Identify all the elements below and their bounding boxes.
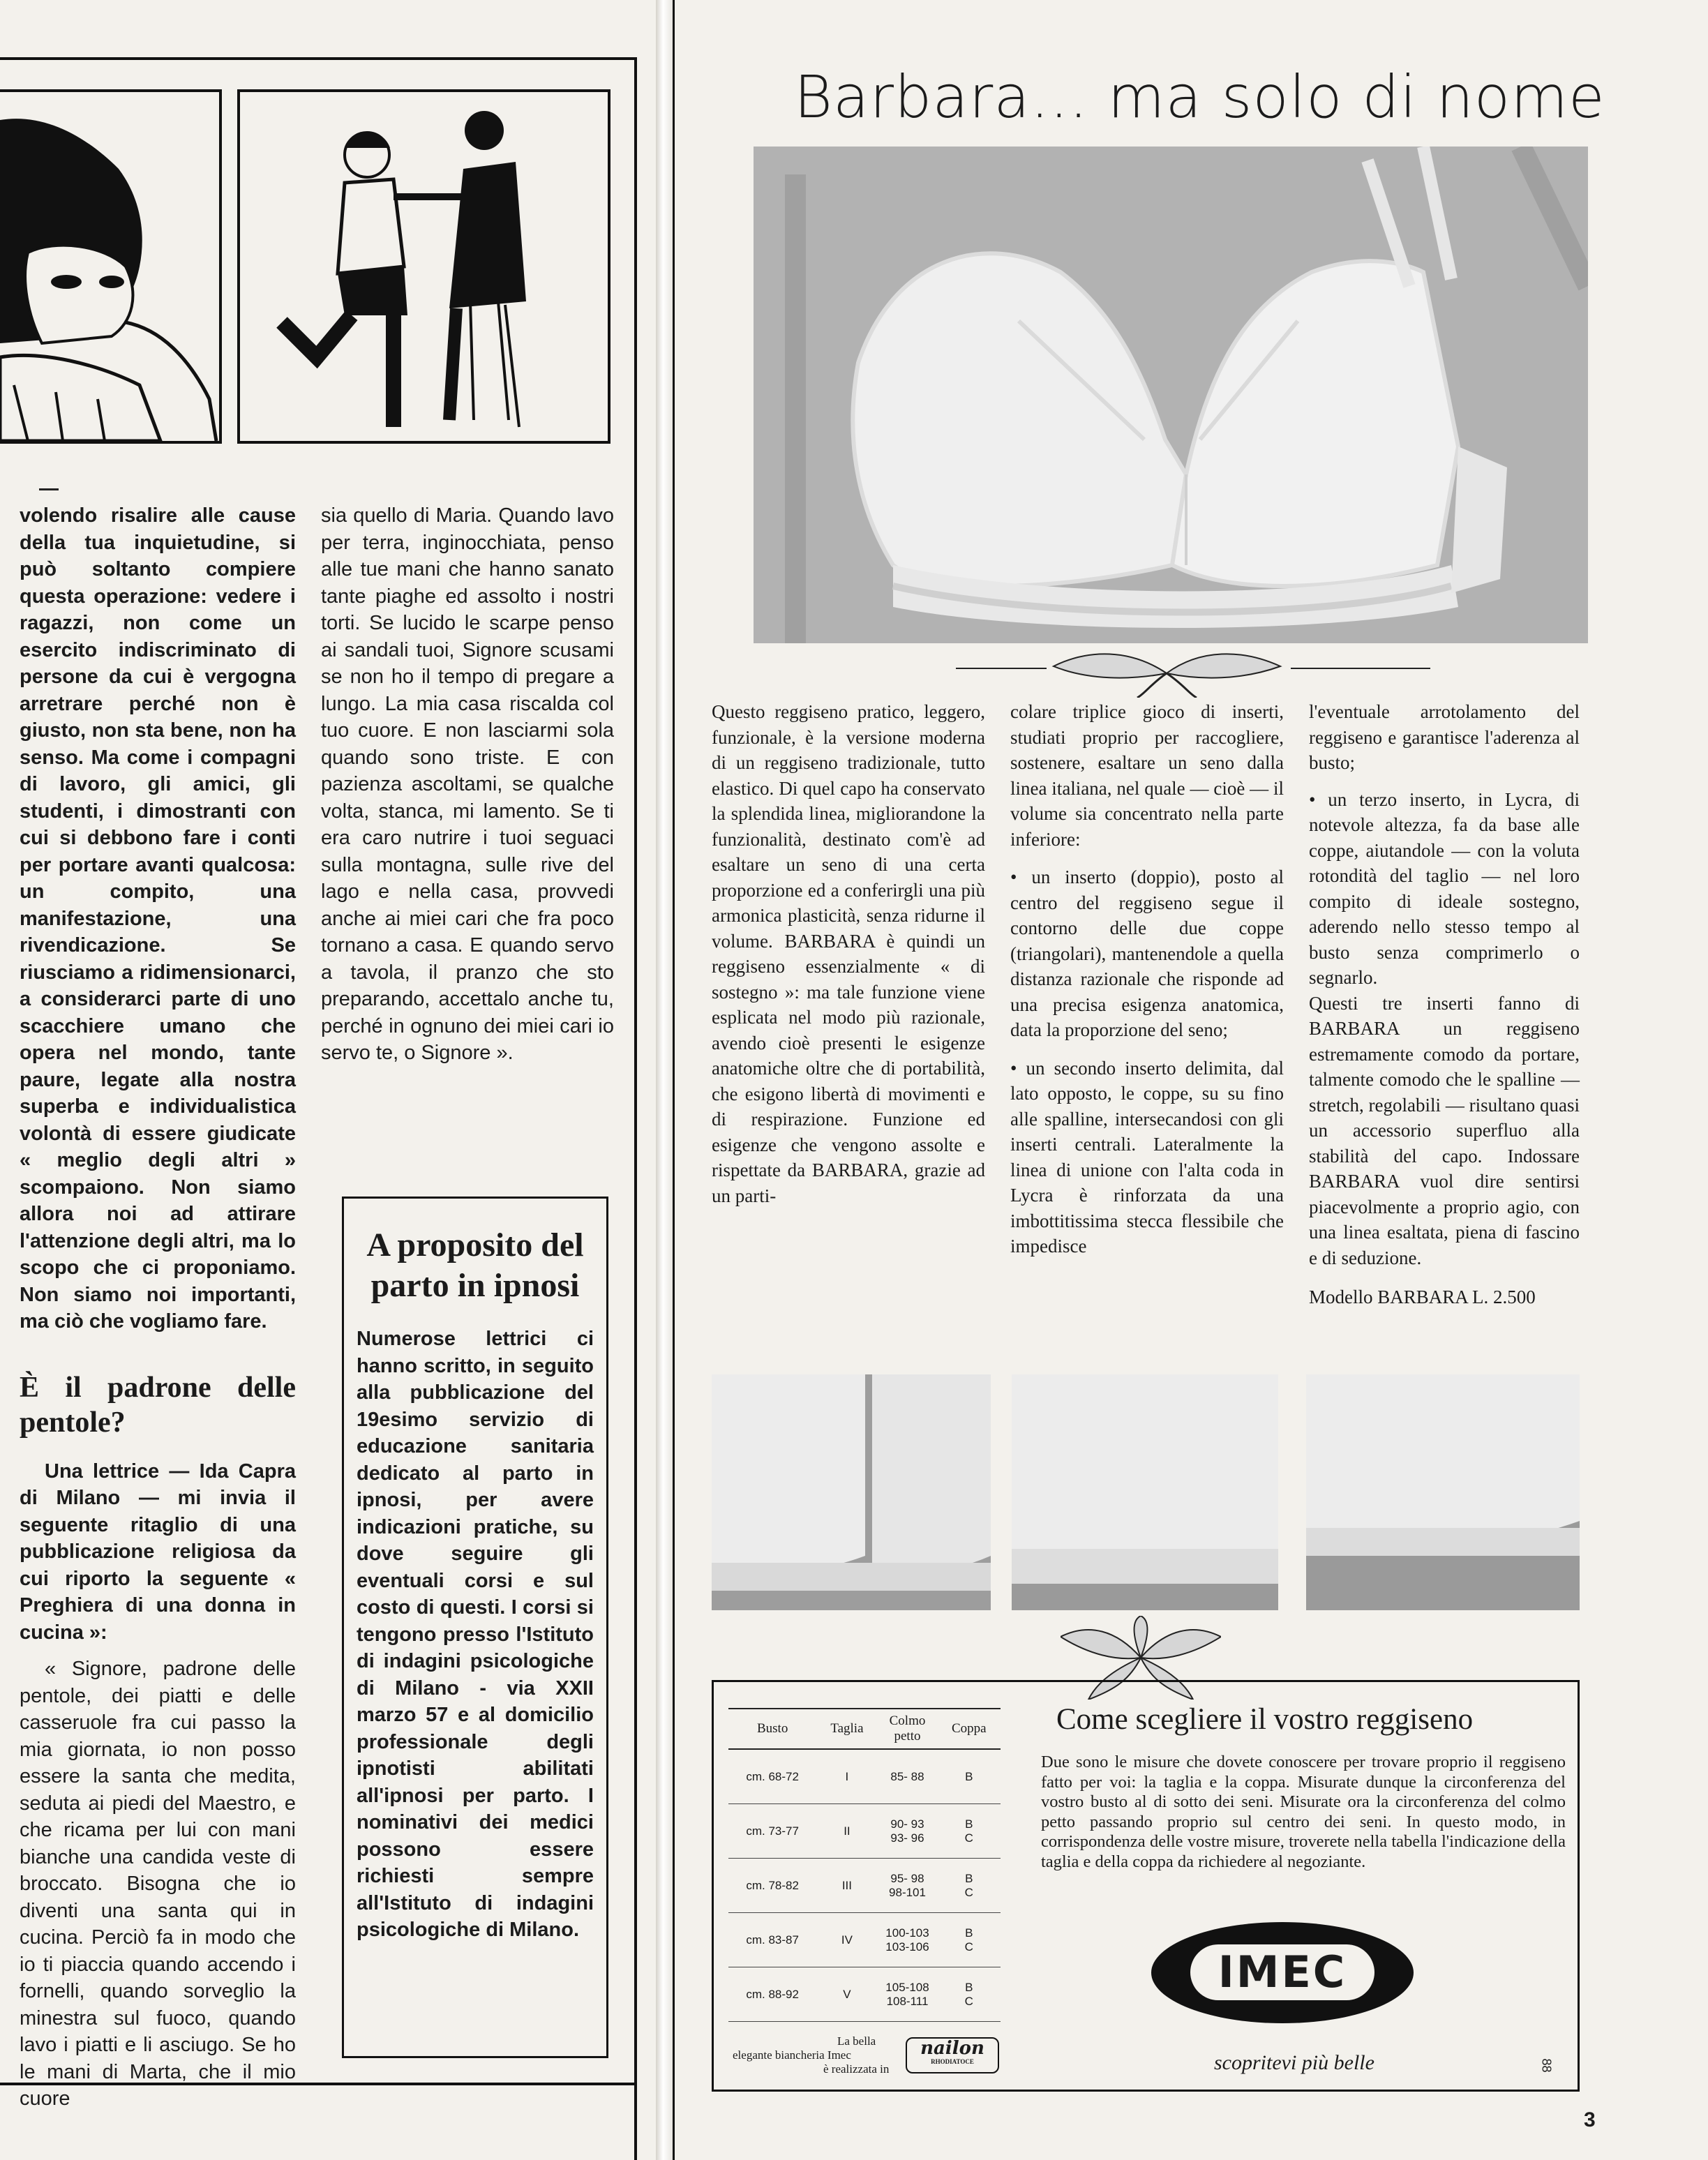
cell-coppa: B C [938, 1913, 1001, 1967]
cell-taglia: V [816, 1967, 877, 2022]
ornament-rule-left [956, 668, 1047, 669]
section-heading: È il padrone delle pentole? [20, 1371, 296, 1439]
nailon-logo-sub: RHODIATOCE [931, 2058, 974, 2065]
cell-busto: cm. 88-92 [728, 1967, 816, 2022]
cell-coppa: B C [938, 1804, 1001, 1859]
left-page-right-border [634, 57, 637, 2160]
table-row [728, 1913, 1001, 1967]
cell-taglia: IV [816, 1913, 877, 1967]
footer-line-2: elegante biancheria Imec [733, 2048, 851, 2062]
article-column-1 [20, 502, 296, 2113]
cell-taglia: III [816, 1859, 877, 1913]
ornament-rule-right [1291, 668, 1430, 669]
header-taglia: Taglia [816, 1709, 877, 1749]
prayer-text-col2: sia quello di Maria. Quando lavo per terra, inginocchiata, penso alle tue mani che hanno sanato tante piaghe ed assolto i nostri torti. Se lucido le scarpe penso ai sandali tuoi, Signore scusami se non ho il tempo di pregare a lungo. La mia casa riscalda col tuo cuore. E non lasciarmi sola quando sono triste. E con pazienza ascoltami, se qualche volta, stanca, mi lamento. Se ti era caro nutrire i tuoi seguaci sulla montagna, sulle rive del lago e nella casa, provvedi anche ai miei cari che fra poco tornano a casa. E quando servo a tavola, il pranzo che sto preparando, accettalo anche tu, perché in ognuno dei miei cari io servo te, o Signore ». [321, 504, 614, 1064]
section-intro: Una lettrice — Ida Capra di Milano — mi invia il seguente ritaglio di una pubblicazione religiosa da cui riporto la seguente « Preghiera di una donna in cucina »: [20, 1460, 296, 1644]
cell-busto: cm. 73-77 [728, 1804, 816, 1859]
inset-title: A proposito del parto in ipnosi [366, 1227, 584, 1304]
header-colmo: Colmo petto [878, 1709, 938, 1749]
imec-logo [1151, 1922, 1414, 2023]
cell-colmo: 95- 98 98-101 [878, 1859, 938, 1913]
article-column-2 [321, 502, 614, 1067]
dash-mark [39, 488, 59, 490]
ad-column-1 [712, 699, 985, 1208]
cell-busto: cm. 83-87 [728, 1913, 816, 1967]
bra-detail-photo-3 [1306, 1374, 1580, 1610]
cell-coppa: B C [938, 1859, 1001, 1913]
ad-col2-intro: colare triplice gioco di inserti, studiati proprio per raccogliere, sostenere, esaltare un seno dalla linea italiana, nel quale — cioè — il volume sia concentrato nella parte inferiore: [1010, 701, 1284, 850]
ad-col3-part2: Questi tre inserti fanno di BARBARA un reggiseno estremamente comodo da portare, talmente comodo che le spalline — stretch, regolabili — risultano quasi un accessorio superfluo alla stabilità del capo. Indossare BARBARA vuol dire sentirsi piacevolmente a proprio agio, con una linea esaltata, piena di fascino e di seduzione. [1309, 992, 1580, 1268]
page-fold [656, 0, 674, 2160]
page-number: 3 [1584, 2108, 1596, 2131]
cell-coppa: B [938, 1749, 1001, 1804]
slogan: scopritevi più belle [1214, 2051, 1374, 2074]
ad-col1-text: Questo reggiseno pratico, leggero, funzionale, è la versione moderna di un reggiseno tradizionale, tutto elastico. Di quel capo ha conservato la splendida linea, migliorandone la funzionalità, destinato com'è ad esaltare un seno di una certa proporzione ed a conferirgli una più armonica plasticità, senza ridurne il volume. BARBARA è quindi un reggiseno essenzialmente « di sostegno »: ma tale funzione viene esplicata nel modo più razionale, avendo cioè presenti le esigenze anatomiche oltre che di portabilità, che esigono libertà di movimenti e di respirazione. Funzione ed esigenze che vengono assolte e rispettate da BARBARA, grazie ad un parti- [712, 701, 985, 1206]
left-page-bottom-border [0, 2083, 637, 2085]
leaf-ornament-icon [1047, 642, 1287, 698]
table-row [728, 1749, 1001, 1804]
header-coppa: Coppa [938, 1709, 1001, 1749]
cell-colmo: 85- 88 [878, 1749, 938, 1804]
cell-colmo: 105-108 108-111 [878, 1967, 938, 2022]
cell-busto: cm. 68-72 [728, 1749, 816, 1804]
ad-col2-bullet2: • un secondo inserto delimita, dal lato opposto, le coppe, su su fino alle spalline, intersecandosi con gli inserti centrali. Lateralmente la linea di unione con l'alta coda in Lycra è rinforzata da una imbottitissima stecca flessibile che impedisce [1010, 1057, 1284, 1257]
inset-text: Numerose lettrici ci hanno scritto, in seguito alla pubblicazione del 19esimo servizio di educazione sanitaria dedicato al parto in ipnosi, per avere indicazioni pratiche, su dove seguire gli eventuali corsi e sul costo di questi. I corsi si tengono presso l'Istituto di indagini psicologiche di Milano - via XXII marzo 57 e al domicilio professionale degli ipnotisti abilitati all'ipnosi per parto. I nominativi dei medici possono essere richiesti sempre all'Istituto di indagini psicologiche di Milano. [357, 1328, 594, 1941]
prayer-text: « Signore, padrone delle pentole, dei piatti e delle casseruole fra cui passo la mia giornata, io non posso essere la santa che medita, seduta ai piedi del Maestro, e che ricama per lui con mani bianche una candida veste di broccato. Bisogna che io diventi una santa qui in cucina. Perciò fa in modo che io ti piaccia quando accendo i fornelli, quando sorveglio la minestra sul fuoco, quando lavo i piatti e li asciugo. Se ho le mani di Marta, che il mio cuore [20, 1658, 296, 2110]
ad-code: 88 [1539, 2058, 1554, 2073]
imec-logo-text: IMEC [1218, 1947, 1347, 1997]
cell-coppa: B C [938, 1967, 1001, 2022]
inset-box [342, 1197, 608, 2058]
cell-busto: cm. 78-82 [728, 1859, 816, 1913]
ad-column-2 [1010, 699, 1284, 1259]
size-guide-text: Due sono le misure che dovete conoscere per trovare proprio il reggiseno fatto per voi: la taglia e la coppa. Misurate dunque la circonferenza del vostro busto al di sotto dei seni. Misurate ora la circonferenza del colmo petto passando proprio sul centro dei seni. In questo modo, in corrispondenza delle vostre misure, troverete nella tabella l'indicazione della taglia e della coppa da richiedere al negoziante. [1041, 1753, 1566, 1871]
imec-logo-inner [1190, 1944, 1374, 2000]
footer-line-3: è realizzata in [823, 2062, 890, 2076]
model-price: Modello BARBARA L. 2.500 [1309, 1287, 1536, 1307]
nailon-credit [733, 2034, 1005, 2076]
nailon-logo-text: nailon [920, 2038, 984, 2059]
footer-line-1: La bella [837, 2034, 876, 2048]
table-row [728, 1804, 1001, 1859]
cell-taglia: II [816, 1804, 877, 1859]
cell-colmo: 100-103 103-106 [878, 1913, 938, 1967]
left-page-top-border [0, 57, 637, 60]
article-text-col1: volendo risalire alle cause della tua inquietudine, si può soltanto compiere questa operazione: vedere i ragazzi, non come un esercito indiscriminato di persone da cui è vergogna arretrare perché non è giusto, non sta bene, non ha senso. Ma come i compagni di lavoro, gli amici, gli studenti, i dimostranti con cui si debbono fare i conti per portare avanti qualcosa: un compito, una manifestazione, una rivendicazione. Se riusciamo a ridimensionarci, a considerarci parte di uno scacchiere umano che opera nel mondo, tante paure, legate alla nostra superba e individualistica volontà di essere giudicate « meglio degli altri » scompaiono. Non siamo allora noi ad attirare l'attenzione degli altri, ma lo scopo che ci proponiamo. Non siamo noi importanti, ma ciò che vogliamo fare. [20, 504, 296, 1333]
nailon-logo [906, 2037, 999, 2073]
ad-column-3 [1309, 699, 1580, 1310]
illustration-dancing-couple [237, 89, 610, 444]
ad-col3-part1: l'eventuale arrotolamento del reggiseno e garantisce l'aderenza al busto; [1309, 701, 1580, 773]
table-row [728, 1967, 1001, 2022]
cell-colmo: 90- 93 93- 96 [878, 1804, 938, 1859]
page-fold-line [673, 0, 675, 2160]
bra-detail-photo-2 [1012, 1374, 1278, 1610]
table-row [728, 1859, 1001, 1913]
ad-title: Barbara... ma solo di nome [794, 63, 1605, 131]
header-busto: Busto [728, 1709, 816, 1749]
ad-col2-bullet1: • un inserto (doppio), posto al centro del reggiseno segue il contorno delle due coppe (triangolari), mantenendole a quella distanza razionale che risponde ad una precisa esigenza anatomica, data la proporzione del seno; [1010, 867, 1284, 1040]
illustration-woman-face [0, 89, 222, 444]
cell-taglia: I [816, 1749, 877, 1804]
bra-main-photo [754, 147, 1588, 643]
size-guide-title: Come scegliere il vostro reggiseno [1056, 1703, 1474, 1736]
bra-detail-photo-1 [712, 1374, 991, 1610]
size-table [728, 1708, 1001, 2022]
ad-col3-bullet3: • un terzo inserto, in Lycra, di notevole altezza, fa da base alle coppe, aiutandole — con la voluta rotondità del taglio — nel loro compito di ideale sostegno, aderendo nello stesso tempo al busto senza comprimerlo o segnarlo. [1309, 788, 1580, 988]
